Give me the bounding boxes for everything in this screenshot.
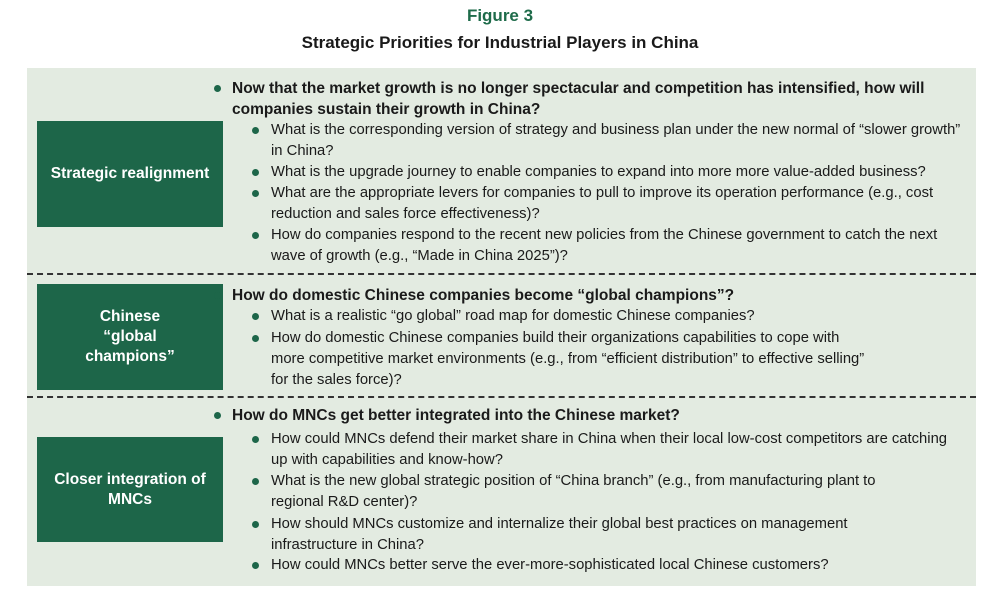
sub-question: What is the new global strategic position of “China branch” (e.g., from manufacturing plant to regional R&D center)?: [271, 471, 931, 513]
section-label-global-champions: Chinese “global champions”: [37, 284, 223, 390]
sub-question: What is a realistic “go global” road map for domestic Chinese companies?: [271, 306, 961, 327]
bullet-icon: [214, 85, 221, 92]
sub-question: What is the upgrade journey to enable companies to expand into more more value-added business?: [271, 162, 971, 183]
bullet-icon: [214, 412, 221, 419]
bullet-icon: [252, 190, 259, 197]
sub-question: How do companies respond to the recent new policies from the Chinese government to catch the next wave of growth (e.g., “Made in China 2025”)?: [271, 225, 961, 267]
sub-question: What are the appropriate levers for companies to pull to improve its operation performance (e.g., cost reduction and sales force effectiveness)?: [271, 183, 961, 225]
bullet-icon: [214, 292, 221, 299]
bullet-icon: [252, 169, 259, 176]
figure-title: Strategic Priorities for Industrial Players in China: [301, 33, 699, 52]
sub-question: What is the corresponding version of strategy and business plan under the new normal of “slower growth” in China?: [271, 120, 961, 162]
section-divider: [27, 273, 976, 275]
figure-label: Figure 3: [466, 6, 534, 25]
main-question: Now that the market growth is no longer spectacular and competition has intensified, how will companies sustain their growth in China?: [232, 78, 962, 120]
section-label-strategic-realignment: Strategic realignment: [37, 121, 223, 227]
bullet-icon: [252, 232, 259, 239]
priorities-panel: [27, 68, 976, 586]
sub-question: How could MNCs defend their market share in China when their local low-cost competitors are catching up with capabilities and know-how?: [271, 429, 951, 471]
sub-question: How do domestic Chinese companies build their organizations capabilities to cope with more competitive market environments (e.g., from “efficient distribution” to effective selling” for the sales force)?: [271, 328, 871, 391]
bullet-icon: [252, 127, 259, 134]
bullet-icon: [252, 335, 259, 342]
section-divider: [27, 396, 976, 398]
bullet-icon: [252, 521, 259, 528]
sub-question: How should MNCs customize and internalize their global best practices on management infrastructure in China?: [271, 514, 911, 556]
bullet-icon: [252, 562, 259, 569]
main-question: How do MNCs get better integrated into the Chinese market?: [232, 405, 962, 426]
bullet-icon: [252, 313, 259, 320]
sub-question: How could MNCs better serve the ever-more-sophisticated local Chinese customers?: [271, 555, 961, 576]
section-label-closer-integration: Closer integration of MNCs: [37, 437, 223, 542]
main-question: How do domestic Chinese companies become “global champions”?: [232, 285, 962, 306]
bullet-icon: [252, 436, 259, 443]
bullet-icon: [252, 478, 259, 485]
